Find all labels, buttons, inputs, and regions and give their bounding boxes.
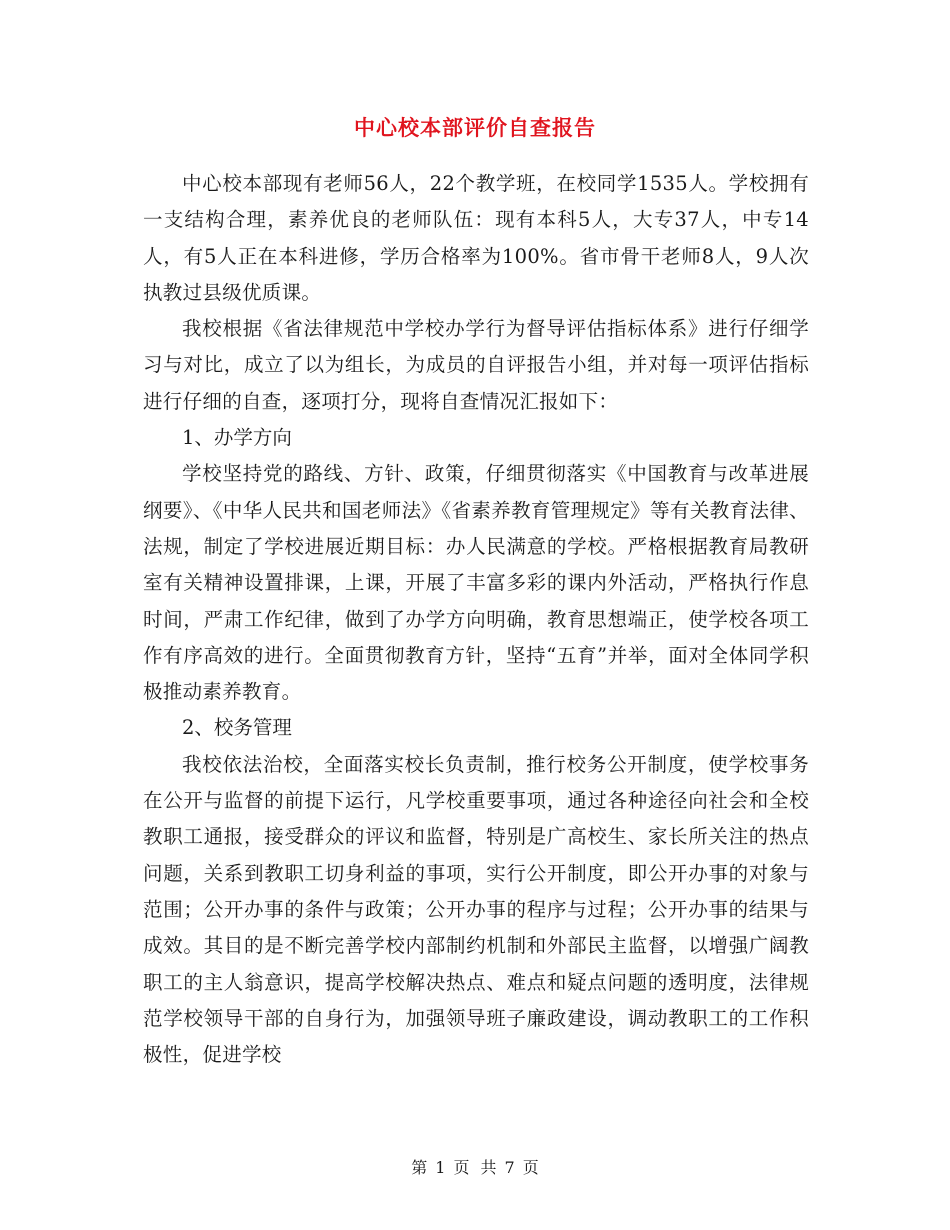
section-heading-management: 2、校务管理 <box>182 716 292 740</box>
footer-total-pages: 7 <box>504 1158 515 1177</box>
page-footer <box>0 1155 950 1178</box>
paragraph-intro: 中心校本部现有老师56人，22个教学班，在校同学1535人。学校拥有一支结构合理，素养优良的老师队伍：现有本科5人，大专37人，中专14人，有5人正在本科进修，学历合格率为100%。省市骨干老师8人，9人次执教过县级优质课。 <box>143 172 809 304</box>
document-title: 中心校本部评价自查报告 <box>354 115 596 140</box>
footer-page-number: 1 <box>435 1158 446 1177</box>
footer-prefix: 第 <box>411 1158 428 1177</box>
paragraph-direction: 学校坚持党的路线、方针、政策，仔细贯彻落实《中国教育与改革进展纲要》、《中华人民共和国老师法》《省素养教育管理规定》等有关教育法律、法规，制定了学校进展近期目标：办人民满意的学校。严格根据教育局教研室有关精神设置排课，上课，开展了丰富多彩的课内外活动，严格执行作息时间，严肃工作纪律，做到了办学方向明确，教育思想端正，使学校各项工作有序高效的进行。全面贯彻教育方针，坚持“五育”并举，面对全体同学积极推动素养教育。 <box>143 462 809 704</box>
paragraph-management: 我校依法治校，全面落实校长负责制，推行校务公开制度，使学校事务在公开与监督的前提下运行，凡学校重要事项，通过各种途径向社会和全校教职工通报，接受群众的评议和监督，特别是广高校生、家长所关注的热点问题，关系到教职工切身利益的事项，实行公开制度，即公开办事的对象与范围；公开办事的条件与政策；公开办事的程序与过程；公开办事的结果与成效。其目的是不断完善学校内部制约机制和外部民主监督，以增强广阔教职工的主人翁意识，提高学校解决热点、难点和疑点问题的透明度，法律规范学校领导干部的自身行为，加强领导班子廉政建设，调动教职工的工作积极性，促进学校 <box>143 752 809 1067</box>
footer-middle: 页 共 <box>453 1158 497 1177</box>
footer-suffix: 页 <box>522 1158 539 1177</box>
document-body <box>143 166 809 1073</box>
section-heading-direction: 1、办学方向 <box>182 426 292 450</box>
paragraph-self-evaluation: 我校根据《省法律规范中学校办学行为督导评估指标体系》进行仔细学习与对比，成立了以为组长，为成员的自评报告小组，并对每一项评估指标进行仔细的自查，逐项打分，现将自查情况汇报如下： <box>143 317 809 413</box>
